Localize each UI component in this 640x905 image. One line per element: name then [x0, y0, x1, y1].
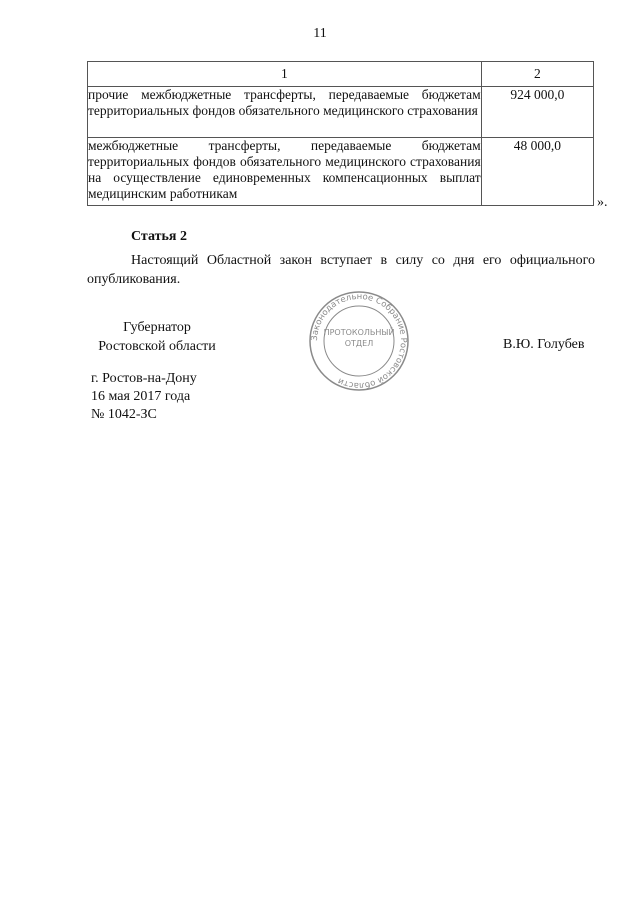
row-amount: 924 000,0 — [481, 87, 593, 138]
table-row — [88, 138, 594, 206]
row-description: прочие межбюджетные трансферты, передаваемые бюджетам территориальных фондов обязательного медицинского страхования — [88, 87, 482, 138]
closing-quote: ». — [597, 195, 608, 210]
column-header-1: 1 — [88, 62, 482, 87]
place-info — [91, 370, 197, 424]
seal-inner-line1: ПРОТОКОЛЬНЫЙ — [323, 328, 395, 337]
row-amount: 48 000,0 — [481, 138, 593, 206]
page-number: 11 — [313, 26, 327, 41]
law-date: 16 мая 2017 года — [91, 389, 191, 404]
governor-title-line1: Губернатор — [123, 320, 191, 335]
budget-table — [87, 61, 594, 206]
official-seal — [300, 291, 418, 391]
governor-title-line2: Ростовской области — [98, 339, 216, 354]
seal-inner-line2: ОТДЕЛ — [344, 339, 374, 348]
governor-title — [91, 318, 223, 356]
governor-name: В.Ю. Голубев — [503, 337, 585, 352]
law-number: № 1042-ЗС — [91, 407, 157, 422]
article-heading: Статья 2 — [131, 229, 187, 244]
article-text: Настоящий Областной закон вступает в силу со дня его официального опубликования. — [87, 253, 595, 287]
table-row — [88, 87, 594, 138]
row-description: межбюджетные трансферты, передаваемые бюджетам территориальных фондов обязательного медицинского страхования на осуществление единовременных компенсационных выплат медицинским работникам — [88, 138, 482, 206]
table-header-row — [88, 62, 594, 87]
column-header-2: 2 — [481, 62, 593, 87]
seal-outer-text: Законодательное Собрание Ростовской области — [309, 291, 409, 391]
city: г. Ростов-на-Дону — [91, 371, 197, 386]
